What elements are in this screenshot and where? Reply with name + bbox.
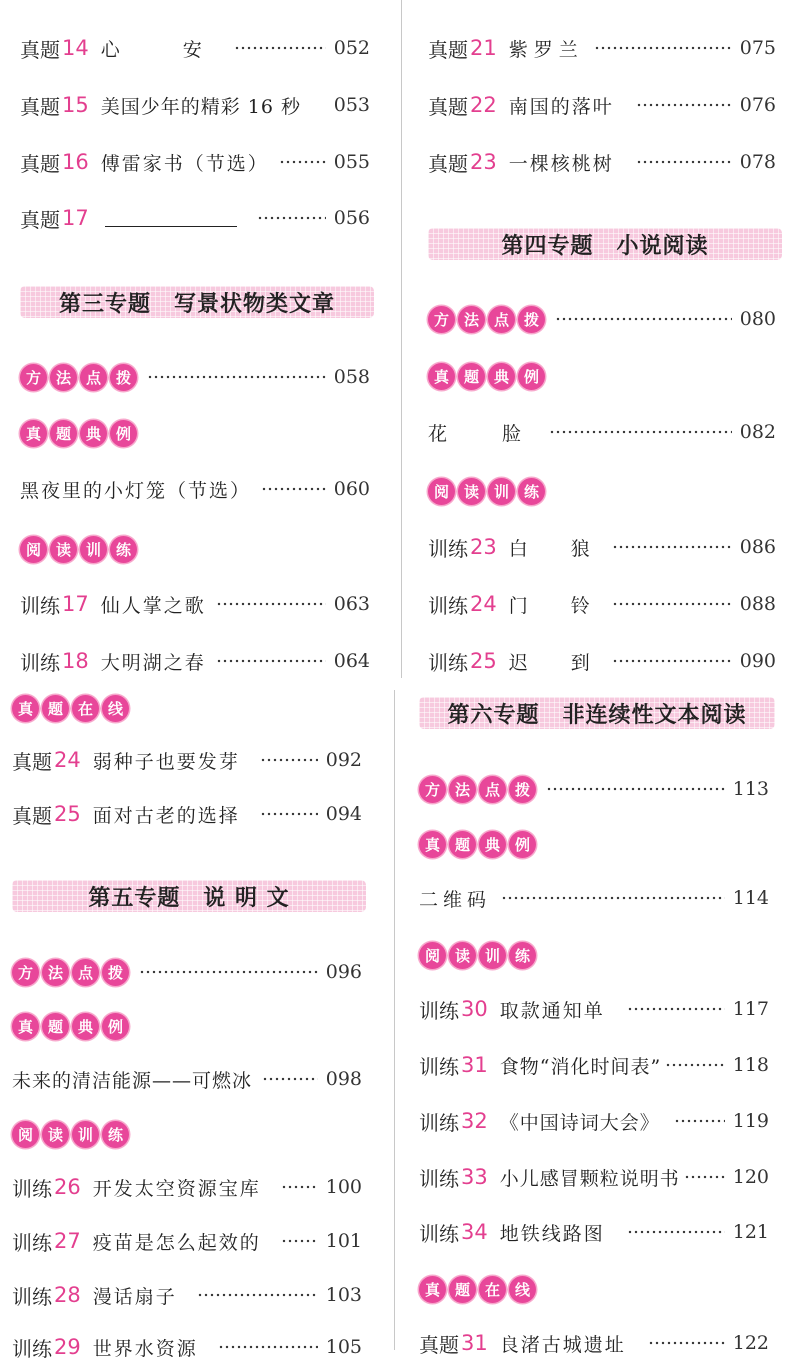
entry-title: 二维码: [419, 888, 492, 911]
entry-type: 训练: [428, 593, 468, 618]
page-number: 056: [333, 207, 370, 229]
badge-char: 方: [12, 959, 39, 986]
entry-title: 门 铃: [508, 594, 602, 617]
badge-char: 拨: [509, 776, 536, 803]
entry-title: 心 安: [100, 38, 224, 61]
badge-char: 题: [449, 1276, 476, 1303]
toc-entry[interactable]: [428, 589, 776, 619]
entry-number: 23: [470, 150, 497, 174]
entry-type: 训练: [419, 1166, 459, 1191]
leader-dots: [279, 160, 326, 164]
entry-title: 迟 到: [508, 651, 602, 674]
badge-char: 训: [488, 478, 515, 505]
entry-title: 仙人掌之歌: [100, 594, 206, 617]
badge-char: 真: [419, 831, 446, 858]
badge-char: 阅: [12, 1121, 39, 1148]
badge-char: 方: [419, 776, 446, 803]
page-number: 096: [325, 961, 362, 983]
page-number: 060: [333, 478, 370, 500]
badge-char: 例: [102, 1013, 129, 1040]
training-badges: [428, 478, 545, 505]
entry-number: 31: [461, 1053, 488, 1077]
training-badges: [419, 942, 536, 969]
badge-char: 题: [42, 1013, 69, 1040]
page-number: 092: [325, 749, 362, 771]
page-number: 122: [732, 1332, 769, 1354]
blank-title-line: [105, 210, 237, 227]
section-header-3: [20, 286, 374, 318]
leader-dots: [636, 160, 732, 164]
entry-title: 花 脸: [428, 422, 540, 445]
entry-number: 17: [62, 592, 89, 616]
entry-number: 30: [461, 997, 488, 1021]
entry-title: 疫苗是怎么起效的: [92, 1231, 261, 1254]
toc-entry[interactable]: [12, 1332, 362, 1362]
badge-char: 点: [488, 306, 515, 333]
badge-char: 训: [72, 1121, 99, 1148]
toc-entry[interactable]: [419, 1050, 769, 1080]
entry-number: 29: [54, 1335, 81, 1359]
badge-char: 例: [518, 363, 545, 390]
leader-dots: [218, 1345, 318, 1349]
page-number: 082: [739, 421, 776, 443]
toc-entry[interactable]: [12, 799, 362, 829]
entry-title: 傅雷家书（节选）: [100, 152, 269, 175]
entry-type: 训练: [12, 1230, 52, 1255]
toc-entry[interactable]: [428, 532, 776, 562]
entry-type: 训练: [419, 1221, 459, 1246]
page-number: 118: [732, 1054, 769, 1076]
toc-entry[interactable]: [20, 589, 370, 619]
badge-char: 真: [428, 363, 455, 390]
leader-dots: [546, 787, 725, 791]
entry-number: 28: [54, 1283, 81, 1307]
page-number: 076: [739, 94, 776, 116]
toc-entry[interactable]: [20, 474, 370, 504]
entry-number: 31: [461, 1331, 488, 1355]
badge-char: 题: [50, 420, 77, 447]
method-badges: [12, 959, 129, 986]
badge-char: 典: [488, 363, 515, 390]
leader-dots: [197, 1293, 318, 1297]
badge-char: 法: [458, 306, 485, 333]
page-number: 101: [325, 1230, 362, 1252]
leader-dots: [612, 602, 732, 606]
toc-entry[interactable]: [20, 90, 370, 120]
section-title: 第三专题 写景状物类文章: [58, 290, 335, 317]
leader-dots: [501, 896, 725, 900]
badge-char: 题: [42, 695, 69, 722]
leader-dots: [260, 758, 318, 762]
leader-dots: [139, 970, 318, 974]
leader-dots: [665, 1063, 725, 1067]
page-number: 121: [732, 1221, 769, 1243]
entry-type: 训练: [20, 593, 60, 618]
entry-number: 18: [62, 649, 89, 673]
method-row[interactable]: [12, 957, 362, 987]
entry-number: 14: [62, 36, 89, 60]
example-badges: [419, 831, 536, 858]
leader-dots: [627, 1007, 725, 1011]
badge-char: 阅: [428, 478, 455, 505]
column-divider: [401, 0, 402, 678]
badge-char: 读: [42, 1121, 69, 1148]
badge-char: 例: [110, 420, 137, 447]
toc-entry[interactable]: [428, 646, 776, 676]
toc-entry[interactable]: [12, 1280, 362, 1310]
badge-char: 法: [50, 364, 77, 391]
page-number: 113: [732, 778, 769, 800]
badge-char: 题: [458, 363, 485, 390]
entry-title: 食物“消化时间表”: [499, 1055, 662, 1078]
badge-char: 练: [102, 1121, 129, 1148]
page-number: 120: [732, 1166, 769, 1188]
leader-dots: [612, 659, 732, 663]
badge-char: 拨: [518, 306, 545, 333]
entry-title: 小儿感冒颗粒说明书: [499, 1167, 680, 1190]
entry-title: 南国的落叶: [508, 95, 614, 118]
entry-number: 16: [62, 150, 89, 174]
leader-dots: [281, 1185, 318, 1189]
example-badges: [428, 363, 545, 390]
page-number: 098: [325, 1068, 362, 1090]
section-header-4: [428, 228, 782, 260]
toc-entry[interactable]: [20, 33, 370, 63]
entry-type: 真题: [20, 94, 60, 119]
badge-char: 例: [509, 831, 536, 858]
badge-char: 线: [509, 1276, 536, 1303]
entry-number: 25: [54, 802, 81, 826]
toc-entry[interactable]: [20, 147, 370, 177]
entry-type: 真题: [20, 207, 60, 232]
page-number: 119: [732, 1110, 769, 1132]
badge-char: 方: [428, 306, 455, 333]
leader-dots: [234, 46, 326, 50]
toc-entry[interactable]: [20, 646, 370, 676]
leader-dots: [261, 487, 326, 491]
toc-entry[interactable]: [428, 147, 776, 177]
leader-dots: [674, 1119, 725, 1123]
entry-number: 33: [461, 1165, 488, 1189]
entry-type: 真题: [428, 151, 468, 176]
toc-entry[interactable]: [12, 1172, 362, 1202]
badge-char: 法: [42, 959, 69, 986]
method-badges: [428, 306, 545, 333]
entry-number: 34: [461, 1220, 488, 1244]
leader-dots: [648, 1341, 725, 1345]
entry-number: 15: [62, 93, 89, 117]
badge-char: 点: [479, 776, 506, 803]
toc-entry[interactable]: [419, 1162, 769, 1192]
badge-char: 方: [20, 364, 47, 391]
page-number: 100: [325, 1176, 362, 1198]
page-number: 075: [739, 37, 776, 59]
leader-dots: [627, 1230, 725, 1234]
entry-title: 世界水资源: [92, 1337, 198, 1360]
badge-char: 拨: [110, 364, 137, 391]
badge-char: 真: [12, 695, 39, 722]
entry-type: 训练: [428, 650, 468, 675]
page-number: 080: [739, 308, 776, 330]
toc-entry[interactable]: [428, 417, 776, 447]
badge-char: 读: [458, 478, 485, 505]
entry-number: 32: [461, 1109, 488, 1133]
toc-entry[interactable]: [419, 1217, 769, 1247]
entry-title: 弱种子也要发芽: [92, 750, 240, 773]
entry-number: 24: [470, 592, 497, 616]
entry-type: 真题: [20, 151, 60, 176]
leader-dots: [594, 46, 732, 50]
entry-type: 训练: [20, 650, 60, 675]
badge-char: 拨: [102, 959, 129, 986]
example-badges: [20, 420, 137, 447]
entry-type: 训练: [419, 998, 459, 1023]
entry-title: 良渚古城遗址: [499, 1333, 626, 1356]
entry-type: 真题: [20, 37, 60, 62]
toc-entry[interactable]: [419, 1328, 769, 1358]
leader-dots: [281, 1239, 318, 1243]
entry-type: 训练: [12, 1336, 52, 1361]
entry-title: 未来的清洁能源——可燃冰: [12, 1069, 253, 1092]
badge-char: 典: [80, 420, 107, 447]
page-number: 117: [732, 998, 769, 1020]
entry-number: 27: [54, 1229, 81, 1253]
leader-dots: [612, 545, 732, 549]
entry-title: 漫话扇子: [92, 1285, 177, 1308]
toc-entry[interactable]: [20, 203, 370, 233]
entry-number: 26: [54, 1175, 81, 1199]
leader-dots: [257, 216, 326, 220]
badge-char: 训: [80, 536, 107, 563]
leader-dots: [260, 812, 318, 816]
entry-title: 紫罗兰: [508, 38, 584, 61]
badge-char: 训: [479, 942, 506, 969]
page-number: 064: [333, 650, 370, 672]
badge-char: 在: [479, 1276, 506, 1303]
section-title: 第六专题 非连续性文本阅读: [447, 701, 747, 728]
leader-dots: [262, 1077, 318, 1081]
leader-dots: [549, 430, 732, 434]
badge-char: 题: [449, 831, 476, 858]
entry-title: 黑夜里的小灯笼（节选）: [20, 479, 252, 502]
online-badges: [419, 1276, 536, 1303]
page-number: 055: [333, 151, 370, 173]
method-row[interactable]: [419, 774, 769, 804]
method-row[interactable]: [428, 304, 776, 334]
page-number: 105: [325, 1336, 362, 1358]
entry-number: 22: [470, 93, 497, 117]
badge-char: 线: [102, 695, 129, 722]
page-number: 053: [333, 94, 370, 116]
toc-entry[interactable]: [419, 994, 769, 1024]
entry-title: 面对古老的选择: [92, 804, 240, 827]
badge-char: 在: [72, 695, 99, 722]
page-number: 114: [732, 887, 769, 909]
entry-title: 美国少年的精彩 16 秒: [100, 95, 301, 118]
page-number: 052: [333, 37, 370, 59]
leader-dots: [555, 317, 732, 321]
toc-entry[interactable]: [419, 883, 769, 913]
entry-type: 真题: [428, 37, 468, 62]
entry-number: 17: [62, 206, 89, 230]
column-divider: [394, 690, 395, 1350]
badge-char: 真: [12, 1013, 39, 1040]
entry-type: 真题: [428, 94, 468, 119]
leader-dots: [216, 659, 326, 663]
entry-type: 训练: [428, 536, 468, 561]
badge-char: 点: [80, 364, 107, 391]
badge-char: 练: [518, 478, 545, 505]
leader-dots: [636, 103, 732, 107]
page-number: 094: [325, 803, 362, 825]
badge-char: 真: [419, 1276, 446, 1303]
online-badges: [12, 695, 129, 722]
entry-type: 训练: [12, 1176, 52, 1201]
leader-dots: [147, 375, 326, 379]
section-title: 第四专题 小说阅读: [501, 232, 709, 259]
entry-type: 真题: [12, 749, 52, 774]
toc-entry[interactable]: [419, 1106, 769, 1136]
section-title: 第五专题 说 明 文: [88, 884, 290, 911]
entry-type: 训练: [419, 1110, 459, 1135]
leader-dots: [216, 602, 326, 606]
page-number: 090: [739, 650, 776, 672]
method-row[interactable]: [20, 362, 370, 392]
section-header-5: [12, 880, 366, 912]
entry-number: 21: [470, 36, 497, 60]
badge-char: 法: [449, 776, 476, 803]
badge-char: 阅: [419, 942, 446, 969]
entry-title: 大明湖之春: [100, 651, 206, 674]
entry-type: 训练: [419, 1054, 459, 1079]
badge-char: 练: [509, 942, 536, 969]
entry-type: 真题: [12, 803, 52, 828]
badge-char: 练: [110, 536, 137, 563]
badge-char: 典: [479, 831, 506, 858]
toc-entry[interactable]: [428, 33, 776, 63]
entry-title: 白 狼: [508, 537, 602, 560]
page-number: 063: [333, 593, 370, 615]
badge-char: 读: [449, 942, 476, 969]
section-header-6: [419, 697, 775, 729]
badge-char: 典: [72, 1013, 99, 1040]
entry-type: 真题: [419, 1332, 459, 1357]
badge-char: 读: [50, 536, 77, 563]
method-badges: [419, 776, 536, 803]
example-badges: [12, 1013, 129, 1040]
page-number: 088: [739, 593, 776, 615]
toc-entry[interactable]: [12, 1226, 362, 1256]
training-badges: [12, 1121, 129, 1148]
entry-type: 训练: [12, 1284, 52, 1309]
page-number: 078: [739, 151, 776, 173]
toc-entry[interactable]: [428, 90, 776, 120]
training-badges: [20, 536, 137, 563]
entry-title: 《中国诗词大会》: [499, 1111, 660, 1134]
page-number: 058: [333, 366, 370, 388]
entry-title: 一棵核桃树: [508, 152, 614, 175]
badge-char: 点: [72, 959, 99, 986]
entry-title: 地铁线路图: [499, 1222, 605, 1245]
badge-char: 真: [20, 420, 47, 447]
entry-title: 取款通知单: [499, 999, 605, 1022]
toc-entry[interactable]: [12, 745, 362, 775]
leader-dots: [684, 1175, 725, 1179]
entry-number: 23: [470, 535, 497, 559]
toc-entry[interactable]: [12, 1064, 362, 1094]
page-number: 086: [739, 536, 776, 558]
badge-char: 阅: [20, 536, 47, 563]
page-number: 103: [325, 1284, 362, 1306]
entry-number: 25: [470, 649, 497, 673]
entry-number: 24: [54, 748, 81, 772]
method-badges: [20, 364, 137, 391]
entry-title: 开发太空资源宝库: [92, 1177, 261, 1200]
